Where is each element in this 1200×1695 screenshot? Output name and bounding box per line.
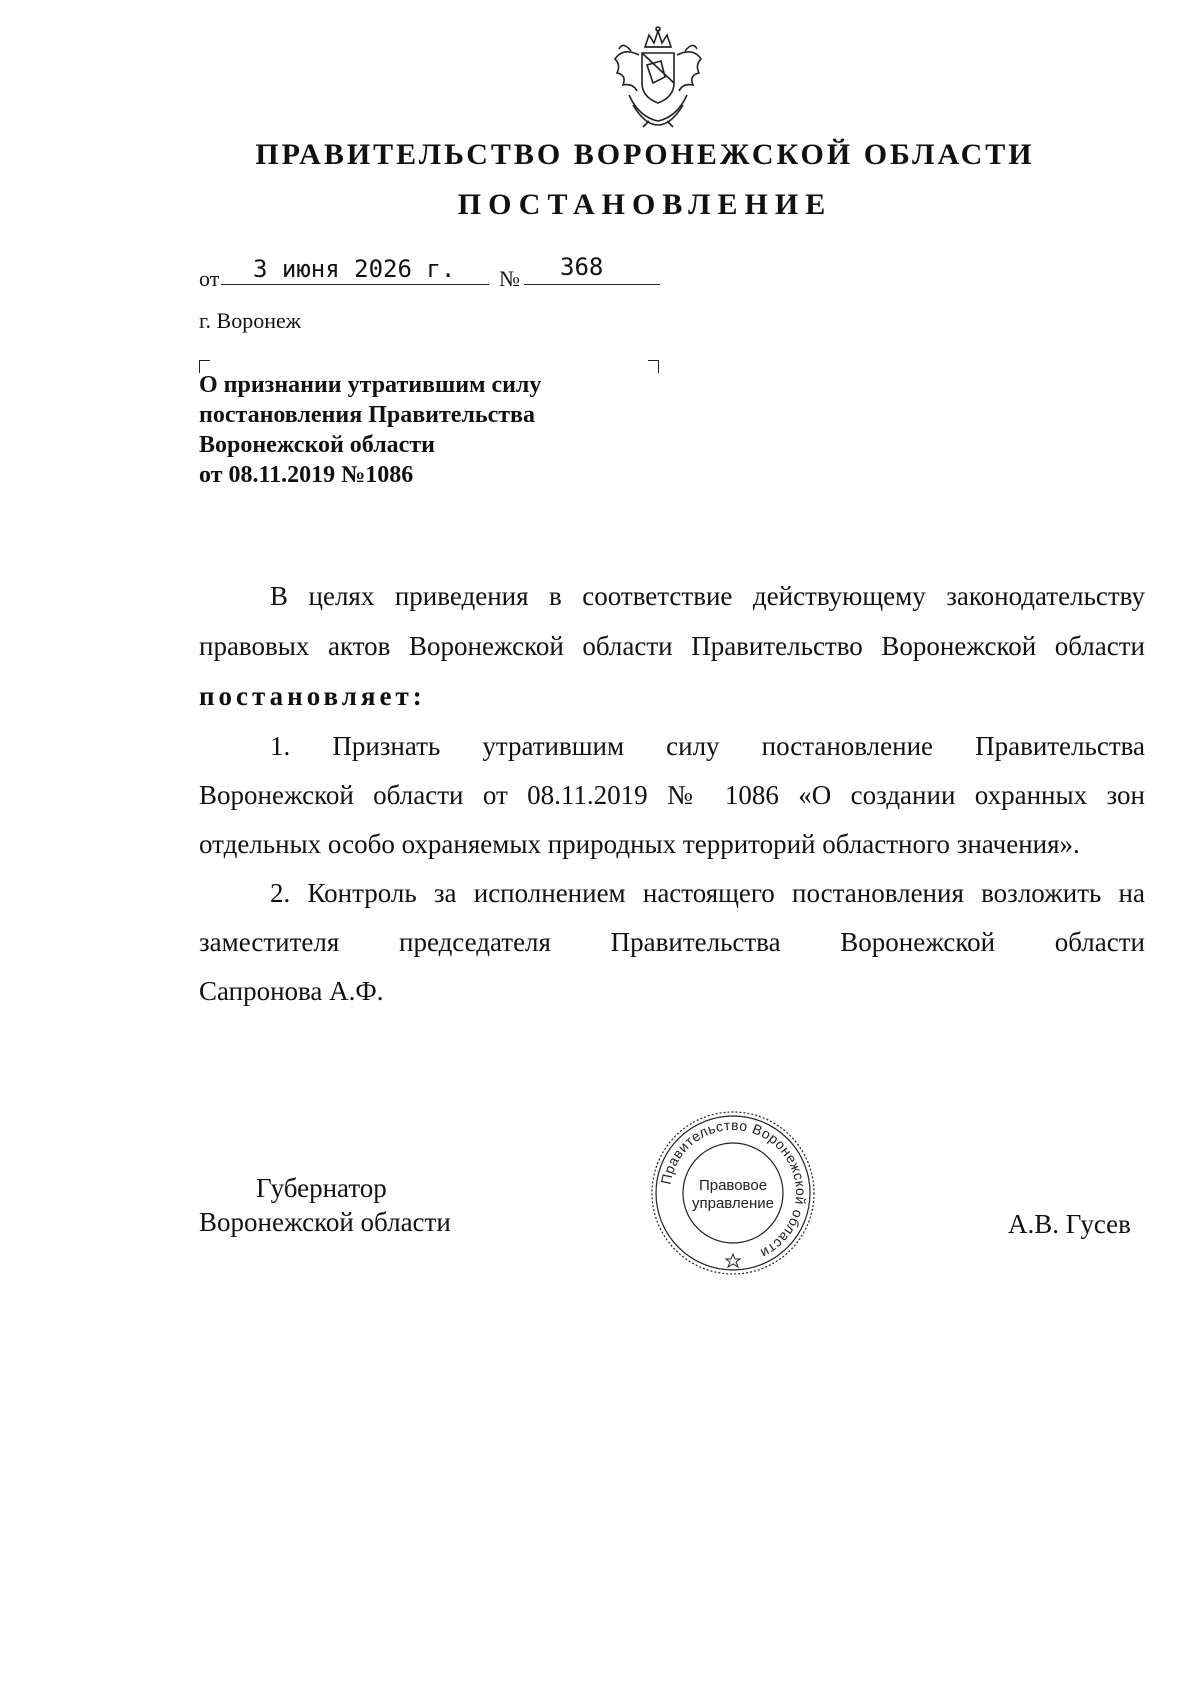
official-stamp <box>648 1108 818 1278</box>
stamp-center-line-1: Правовое <box>698 1177 768 1194</box>
signatory-position-line-2: Воронежской области <box>199 1207 451 1237</box>
government-title: ПРАВИТЕЛЬСТВО ВОРОНЕЖСКОЙ ОБЛАСТИ <box>255 138 1035 171</box>
date-prefix: от <box>199 266 220 291</box>
document-type-title: ПОСТАНОВЛЕНИЕ <box>457 188 833 221</box>
item-2-line-3: Сапронова А.Ф. <box>199 976 384 1006</box>
subject-line: от 08.11.2019 №1086 <box>199 462 414 488</box>
number-field <box>524 253 660 285</box>
date-field <box>221 256 489 285</box>
stamp-center-line-2: управление <box>691 1195 775 1212</box>
stamp-ring-text: Правительство Воронежской области <box>657 1116 810 1262</box>
corner-mark-right <box>648 360 659 373</box>
number-prefix: № <box>499 266 520 291</box>
item-2-line-1: 2. Контроль за исполнением настоящего постановления возложить на <box>270 878 1145 908</box>
coat-of-arms-icon <box>609 25 707 128</box>
date-value: 3 июня 2026 г. <box>253 255 456 283</box>
subject-block <box>199 370 541 490</box>
item-1-line-3: отдельных особо охраняемых природных территорий областного значения». <box>199 829 1080 859</box>
subject-line: О признании утратившим силу <box>199 372 542 398</box>
item-1-line-2: Воронежской области от 08.11.2019 № 1086 «О создании охранных зон <box>199 780 1145 810</box>
signatory-name: А.В. Гусев <box>1008 1209 1131 1239</box>
subject-line: Воронежской области <box>199 432 435 458</box>
resolves-word: постановляет: <box>199 681 426 711</box>
item-2-line-2: заместителя председателя Правительства Воронежской области <box>199 927 1145 957</box>
number-value: 368 <box>560 253 604 281</box>
preamble-line-1: В целях приведения в соответствие действующему законодательству <box>270 581 1145 611</box>
subject-line: постановления Правительства <box>199 402 535 428</box>
city: г. Воронеж <box>199 308 301 333</box>
item-1-line-1: 1. Признать утратившим силу постановление Правительства <box>270 731 1145 761</box>
preamble-line-2: правовых актов Воронежской области Правительство Воронежской области <box>199 631 1145 661</box>
signatory-position-line-1: Губернатор <box>256 1173 387 1203</box>
stamp-star-icon <box>726 1254 740 1267</box>
